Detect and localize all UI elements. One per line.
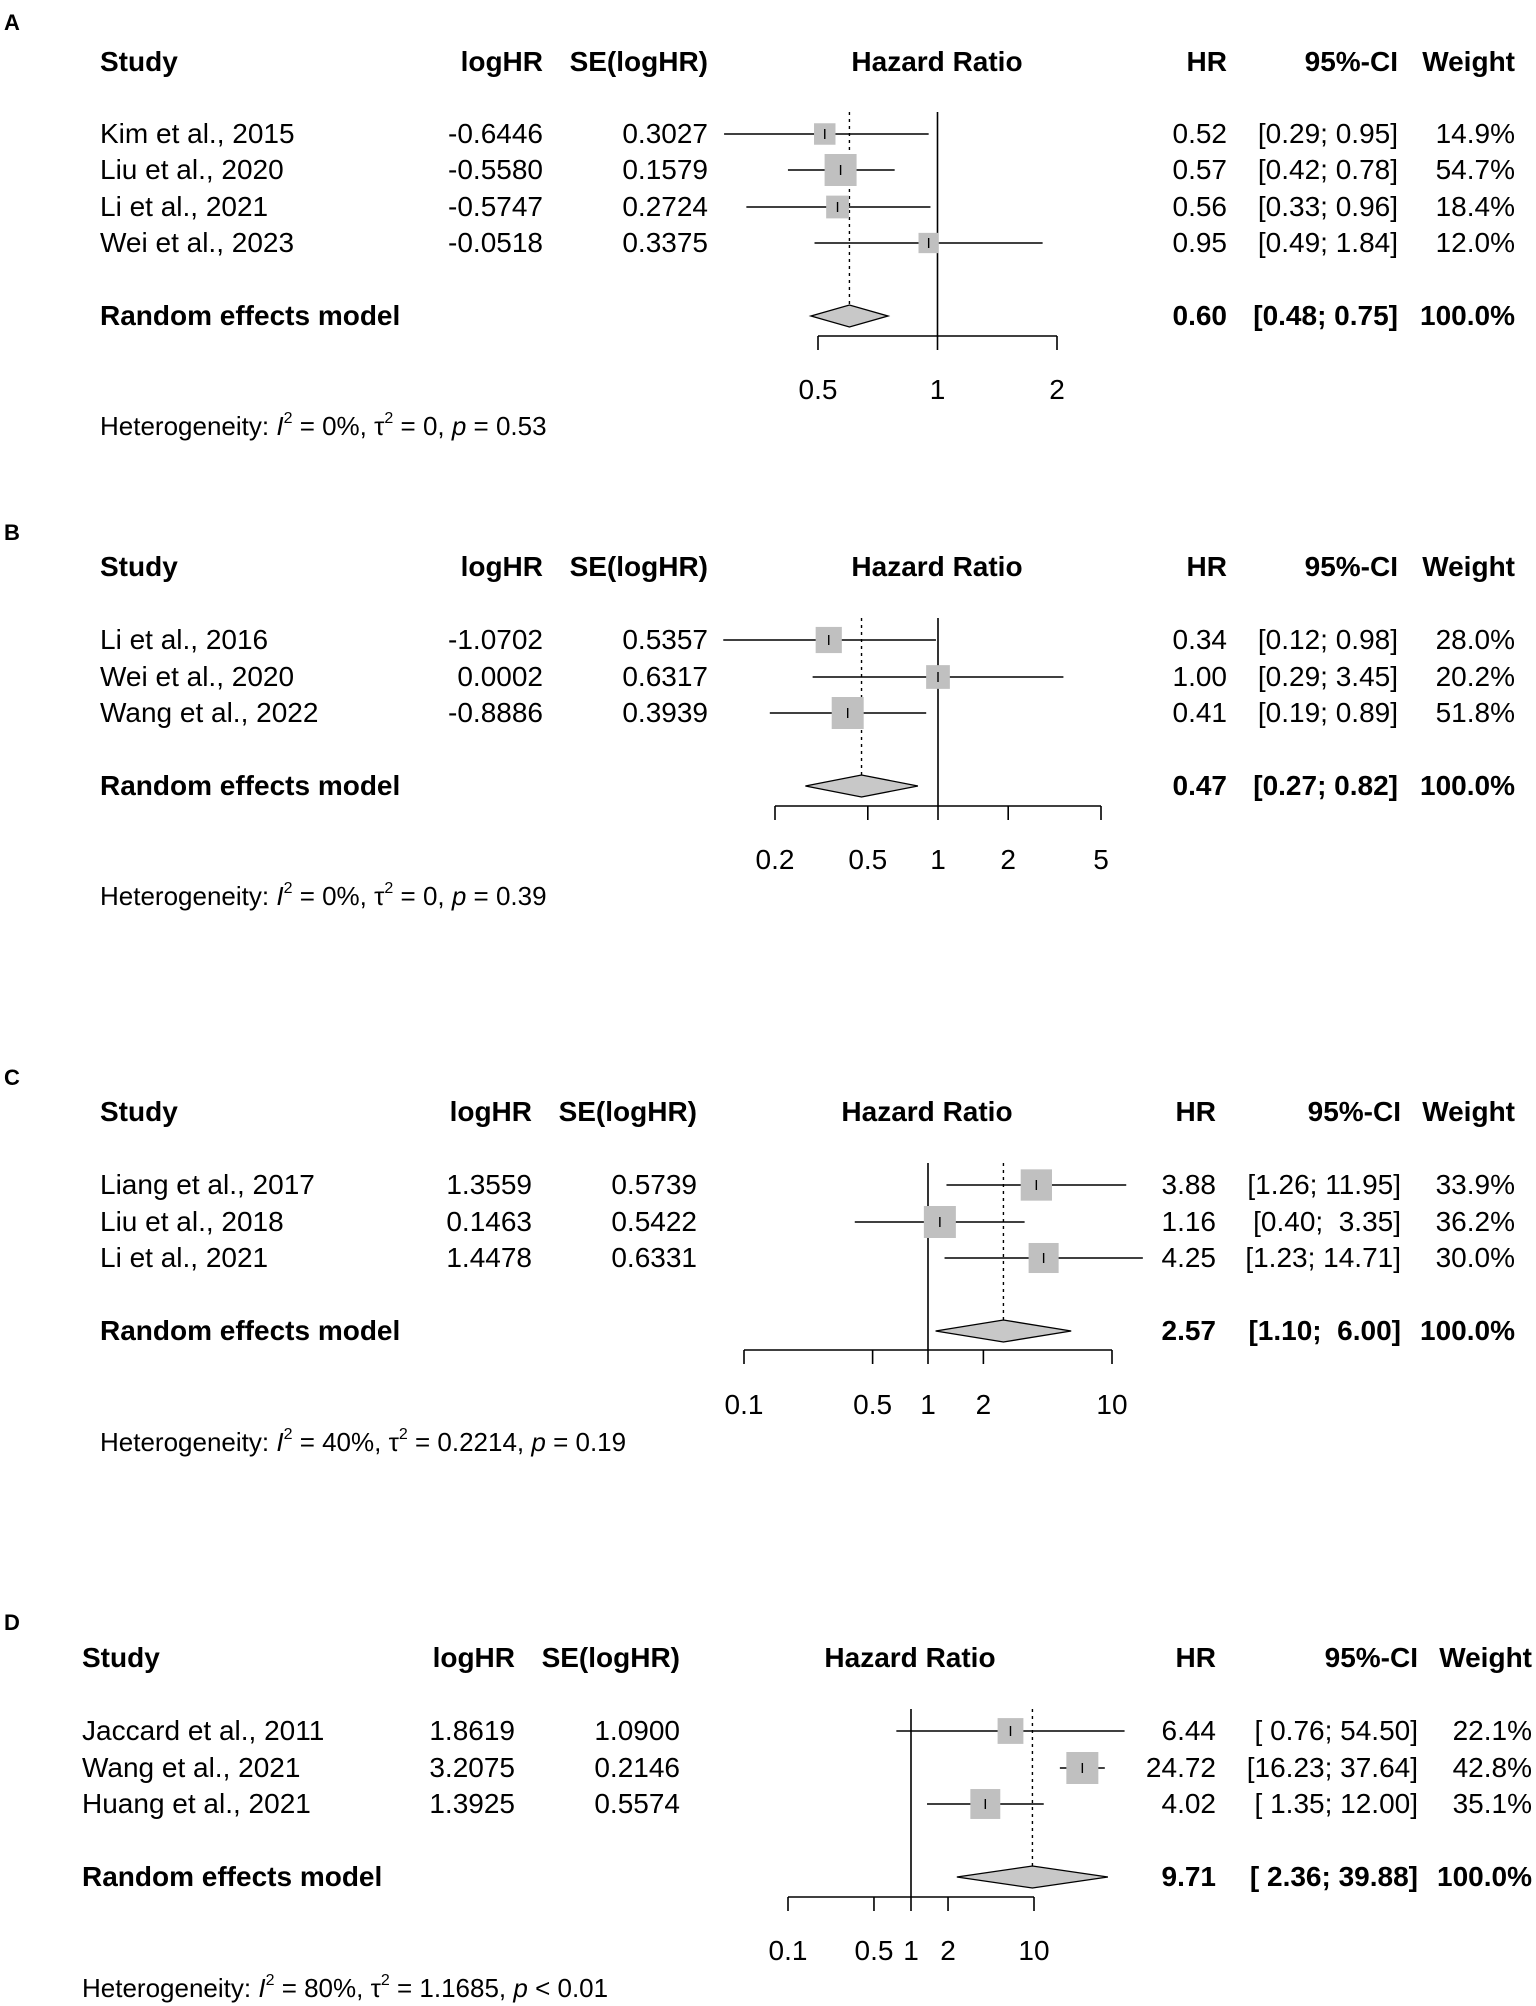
study-square <box>832 697 864 729</box>
x-tick-label: 0.1 <box>724 1389 764 1420</box>
study-weight: 35.1% <box>1452 1788 1532 1819</box>
pooled-label: Random effects model <box>100 1315 401 1346</box>
study-name: Li et al., 2016 <box>100 624 269 655</box>
tau2-value: = 1.1685, <box>389 1973 514 2003</box>
study-hr: 4.02 <box>1161 1788 1216 1819</box>
study-loghr: 1.4478 <box>446 1242 532 1273</box>
study-name: Li et al., 2021 <box>100 1242 269 1273</box>
study-hr: 0.95 <box>1172 227 1227 258</box>
study-hr: 0.52 <box>1172 118 1227 149</box>
header-hr: HR <box>1186 551 1227 582</box>
header-ci: 95%-CI <box>1304 551 1398 582</box>
pooled-diamond <box>957 1866 1108 1888</box>
study-square <box>919 233 939 253</box>
x-tick-label: 2 <box>975 1389 992 1420</box>
x-tick-label: 2 <box>1049 374 1065 405</box>
pooled-weight: 100.0% <box>1437 1861 1532 1892</box>
header-weight: Weight <box>1422 551 1515 582</box>
tau-symbol: τ <box>374 411 385 441</box>
study-ci: [1.26; 11.95] <box>1247 1169 1401 1200</box>
header-weight: Weight <box>1439 1642 1532 1673</box>
study-se: 0.2724 <box>622 191 708 222</box>
study-square <box>816 627 842 653</box>
study-weight: 54.7% <box>1435 154 1515 185</box>
header-weight: Weight <box>1422 46 1515 77</box>
x-tick-label: 0.5 <box>798 374 838 405</box>
study-ci: [0.29; 3.45] <box>1257 661 1398 692</box>
header-hr: HR <box>1186 46 1227 77</box>
p-value: < 0.01 <box>527 1973 609 2003</box>
study-square <box>998 1718 1024 1744</box>
i-symbol: I <box>276 1427 284 1457</box>
study-square <box>1029 1243 1059 1273</box>
study-se: 0.5574 <box>594 1788 680 1819</box>
tau-symbol: τ <box>370 1973 381 2003</box>
pooled-weight: 100.0% <box>1420 770 1515 801</box>
pooled-hr: 2.57 <box>1161 1315 1216 1346</box>
pooled-diamond <box>936 1320 1072 1342</box>
study-square <box>826 196 849 219</box>
header-ci: 95%-CI <box>1304 46 1398 77</box>
study-name: Wei et al., 2020 <box>100 661 295 692</box>
study-hr: 24.72 <box>1145 1752 1216 1783</box>
x-tick-label: 2 <box>940 1935 956 1966</box>
i2-value: = 80%, <box>274 1973 371 2003</box>
study-name: Liang et al., 2017 <box>100 1169 315 1200</box>
study-name: Liu et al., 2018 <box>100 1206 284 1237</box>
i-symbol: I <box>258 1973 266 2003</box>
i-symbol: I <box>276 411 284 441</box>
header-weight: Weight <box>1422 1096 1515 1127</box>
pooled-ci: [1.10; 6.00] <box>1248 1315 1401 1346</box>
study-weight: 42.8% <box>1452 1752 1532 1783</box>
study-ci: [0.40; 3.35] <box>1253 1206 1401 1237</box>
header-hazard-ratio: Hazard Ratio <box>851 46 1023 77</box>
study-loghr: 0.0002 <box>457 661 543 692</box>
x-tick-label: 1 <box>929 374 946 405</box>
study-weight: 51.8% <box>1435 697 1515 728</box>
study-ci: [0.33; 0.96] <box>1257 191 1398 222</box>
study-se: 0.6317 <box>622 661 708 692</box>
header-se: SE(logHR) <box>541 1642 680 1673</box>
study-weight: 30.0% <box>1435 1242 1515 1273</box>
x-tick-label: 2 <box>1000 844 1016 875</box>
study-square <box>825 154 857 186</box>
header-hr: HR <box>1175 1096 1216 1127</box>
study-hr: 0.56 <box>1172 191 1227 222</box>
pooled-ci: [0.48; 0.75] <box>1253 300 1398 331</box>
study-loghr: 0.1463 <box>446 1206 532 1237</box>
study-ci: [ 0.76; 54.50] <box>1254 1715 1418 1746</box>
study-loghr: 1.8619 <box>429 1715 515 1746</box>
header-hazard-ratio: Hazard Ratio <box>851 551 1023 582</box>
study-ci: [16.23; 37.64] <box>1246 1752 1418 1783</box>
study-loghr: 1.3925 <box>429 1788 515 1819</box>
study-square <box>1021 1169 1052 1200</box>
study-ci: [0.29; 0.95] <box>1257 118 1398 149</box>
p-symbol: p <box>531 1427 546 1457</box>
heterogeneity-prefix: Heterogeneity: <box>100 1427 277 1457</box>
pooled-weight: 100.0% <box>1420 1315 1515 1346</box>
study-loghr: -0.8886 <box>448 697 543 728</box>
panel-label: B <box>4 520 20 545</box>
heterogeneity-prefix: Heterogeneity: <box>82 1973 259 2003</box>
study-ci: [ 1.35; 12.00] <box>1254 1788 1418 1819</box>
x-tick-label: 0.5 <box>854 1935 894 1966</box>
study-se: 0.3939 <box>622 697 708 728</box>
p-symbol: p <box>513 1973 528 2003</box>
study-name: Li et al., 2021 <box>100 191 269 222</box>
study-weight: 28.0% <box>1435 624 1515 655</box>
tau2-value: = 0, <box>393 881 452 911</box>
study-weight: 36.2% <box>1435 1206 1515 1237</box>
study-ci: [0.12; 0.98] <box>1257 624 1398 655</box>
p-value: = 0.19 <box>545 1427 627 1457</box>
header-hazard-ratio: Hazard Ratio <box>824 1642 996 1673</box>
heterogeneity-prefix: Heterogeneity: <box>100 411 277 441</box>
panel-label: A <box>4 10 20 35</box>
superscript: 2 <box>398 1426 408 1443</box>
tau2-value: = 0.2214, <box>407 1427 532 1457</box>
pooled-weight: 100.0% <box>1420 300 1515 331</box>
i2-value: = 40%, <box>292 1427 389 1457</box>
study-ci: [0.42; 0.78] <box>1257 154 1398 185</box>
study-loghr: -0.5580 <box>448 154 543 185</box>
study-weight: 33.9% <box>1435 1169 1515 1200</box>
study-weight: 18.4% <box>1435 191 1515 222</box>
x-tick-label: 10 <box>1096 1389 1128 1420</box>
study-square <box>1066 1752 1098 1784</box>
study-se: 0.1579 <box>622 154 708 185</box>
study-se: 0.6331 <box>611 1242 697 1273</box>
study-hr: 1.00 <box>1172 661 1227 692</box>
pooled-label: Random effects model <box>82 1861 383 1892</box>
pooled-ci: [0.27; 0.82] <box>1253 770 1398 801</box>
study-weight: 22.1% <box>1452 1715 1532 1746</box>
study-se: 0.3375 <box>622 227 708 258</box>
study-square <box>924 1206 956 1238</box>
heterogeneity-text <box>100 1426 627 1457</box>
study-weight: 20.2% <box>1435 661 1515 692</box>
study-square <box>926 665 950 689</box>
header-ci: 95%-CI <box>1307 1096 1401 1127</box>
pooled-hr: 9.71 <box>1161 1861 1216 1892</box>
header-study: Study <box>100 1096 178 1127</box>
study-hr: 6.44 <box>1161 1715 1216 1746</box>
superscript: 2 <box>384 410 394 427</box>
study-loghr: -0.6446 <box>448 118 543 149</box>
study-name: Kim et al., 2015 <box>100 118 295 149</box>
study-se: 0.5357 <box>622 624 708 655</box>
study-weight: 14.9% <box>1435 118 1515 149</box>
study-ci: [1.23; 14.71] <box>1245 1242 1401 1273</box>
header-se: SE(logHR) <box>569 551 708 582</box>
study-loghr: 1.3559 <box>446 1169 532 1200</box>
x-tick-label: 0.2 <box>755 844 795 875</box>
study-hr: 1.16 <box>1161 1206 1216 1237</box>
study-se: 0.5739 <box>611 1169 697 1200</box>
superscript: 2 <box>380 1972 390 1989</box>
pooled-diamond <box>805 775 918 797</box>
p-symbol: p <box>451 881 467 911</box>
x-tick-label: 1 <box>920 1389 936 1420</box>
p-symbol: p <box>451 411 467 441</box>
x-tick-label: 5 <box>1093 844 1109 875</box>
heterogeneity-text <box>100 880 547 911</box>
study-name: Wei et al., 2023 <box>100 227 295 258</box>
i-symbol: I <box>276 881 284 911</box>
header-study: Study <box>100 46 178 77</box>
panel-label: D <box>4 1610 20 1635</box>
study-ci: [0.19; 0.89] <box>1257 697 1398 728</box>
study-hr: 4.25 <box>1161 1242 1216 1273</box>
x-tick-label: 0.1 <box>768 1935 808 1966</box>
pooled-diamond <box>811 305 888 327</box>
superscript: 2 <box>265 1972 275 1989</box>
header-loghr: logHR <box>460 551 543 582</box>
tau-symbol: τ <box>374 881 385 911</box>
header-loghr: logHR <box>460 46 543 77</box>
i2-value: = 0%, <box>292 411 375 441</box>
x-tick-label: 10 <box>1018 1935 1050 1966</box>
header-study: Study <box>82 1642 160 1673</box>
panel-label: C <box>4 1065 20 1090</box>
p-value: = 0.39 <box>466 881 547 911</box>
x-tick-label: 0.5 <box>848 844 888 875</box>
study-name: Huang et al., 2021 <box>82 1788 311 1819</box>
x-tick-label: 0.5 <box>853 1389 893 1420</box>
header-hr: HR <box>1175 1642 1216 1673</box>
study-se: 0.5422 <box>611 1206 697 1237</box>
header-hazard-ratio: Hazard Ratio <box>841 1096 1013 1127</box>
header-se: SE(logHR) <box>558 1096 697 1127</box>
p-value: = 0.53 <box>466 411 547 441</box>
study-se: 1.0900 <box>594 1715 680 1746</box>
header-study: Study <box>100 551 178 582</box>
study-hr: 3.88 <box>1161 1169 1216 1200</box>
study-loghr: 3.2075 <box>429 1752 515 1783</box>
pooled-ci: [ 2.36; 39.88] <box>1249 1861 1418 1892</box>
study-square <box>814 123 835 144</box>
study-se: 0.2146 <box>594 1752 680 1783</box>
tau-symbol: τ <box>388 1427 399 1457</box>
x-tick-label: 1 <box>930 844 946 875</box>
tau2-value: = 0, <box>393 411 452 441</box>
study-loghr: -0.0518 <box>448 227 543 258</box>
pooled-label: Random effects model <box>100 770 401 801</box>
header-loghr: logHR <box>432 1642 515 1673</box>
pooled-hr: 0.47 <box>1172 770 1227 801</box>
header-ci: 95%-CI <box>1324 1642 1418 1673</box>
study-name: Jaccard et al., 2011 <box>82 1715 325 1746</box>
x-tick-label: 1 <box>903 1935 919 1966</box>
study-name: Liu et al., 2020 <box>100 154 284 185</box>
study-se: 0.3027 <box>622 118 708 149</box>
study-weight: 12.0% <box>1435 227 1515 258</box>
pooled-label: Random effects model <box>100 300 401 331</box>
superscript: 2 <box>283 1426 293 1443</box>
study-loghr: -1.0702 <box>448 624 543 655</box>
heterogeneity-text <box>82 1972 609 2003</box>
i2-value: = 0%, <box>292 881 375 911</box>
study-hr: 0.34 <box>1172 624 1227 655</box>
superscript: 2 <box>283 880 293 897</box>
study-ci: [0.49; 1.84] <box>1257 227 1398 258</box>
study-hr: 0.41 <box>1172 697 1227 728</box>
header-se: SE(logHR) <box>569 46 708 77</box>
pooled-hr: 0.60 <box>1172 300 1227 331</box>
study-loghr: -0.5747 <box>448 191 543 222</box>
study-hr: 0.57 <box>1172 154 1227 185</box>
heterogeneity-text <box>100 410 547 441</box>
study-name: Wang et al., 2021 <box>82 1752 301 1783</box>
header-loghr: logHR <box>449 1096 532 1127</box>
study-square <box>970 1789 1000 1819</box>
superscript: 2 <box>283 410 293 427</box>
heterogeneity-prefix: Heterogeneity: <box>100 881 277 911</box>
superscript: 2 <box>384 880 394 897</box>
study-name: Wang et al., 2022 <box>100 697 319 728</box>
